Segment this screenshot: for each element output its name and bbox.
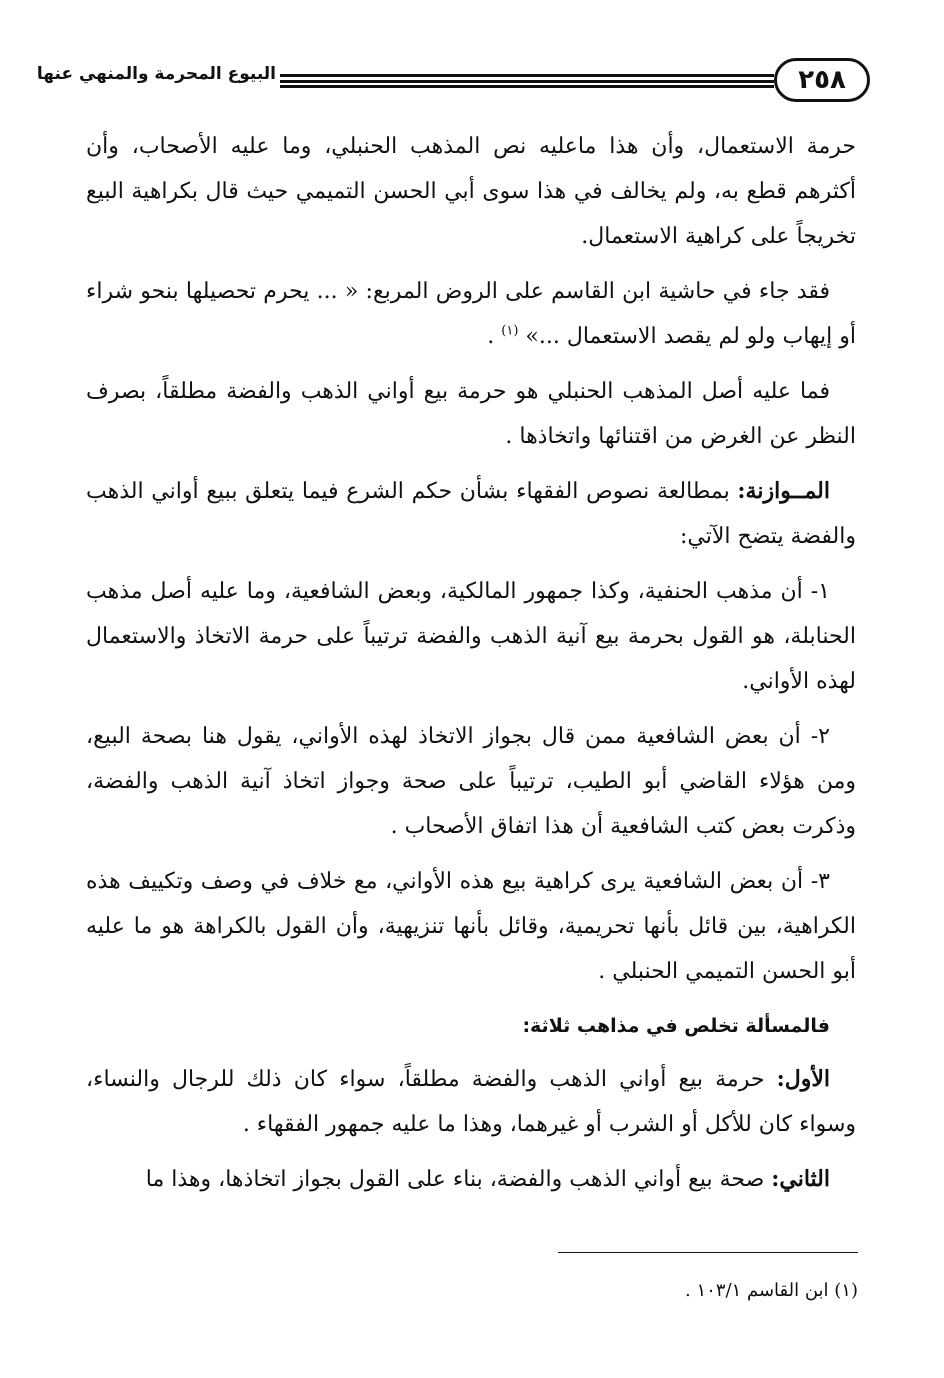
paragraph-text: حرمة الاستعمال، وأن هذا ماعليه نص المذهب الحنبلي، وما عليه الأصحاب، وأن أكثرهم قطع به، ولم يخالف في هذا سوى أبي الحسن التميمي حيث قال بكراهية البيع تخريجاً على كراهية الاستعمال. bbox=[86, 134, 856, 249]
paragraph-text: ٣- أن بعض الشافعية يرى كراهية بيع هذه الأواني، مع خلاف في وصف وتكييف هذه الكراهية، بين قائل بأنها تحريمية، وقائل بأنها تنزيهية، وأن القول بالكراهة هو ما عليه أبو الحسن التميمي الحنبلي . bbox=[86, 869, 856, 984]
header-rule bbox=[280, 74, 774, 88]
page-header bbox=[36, 58, 870, 106]
paragraph-9 bbox=[86, 1157, 856, 1202]
paragraph-lead: الثاني: bbox=[771, 1166, 830, 1192]
paragraph-8 bbox=[86, 1057, 856, 1147]
footnote-ref: (١) bbox=[501, 323, 519, 339]
footnote-rule bbox=[558, 1252, 858, 1253]
paragraph-text: صحة بيع أواني الذهب والفضة، بناء على القول بجواز اتخاذها، وهذا ما bbox=[145, 1167, 772, 1192]
paragraph-5 bbox=[86, 569, 856, 704]
paragraph-3 bbox=[86, 369, 856, 459]
page-number: ٢٥٨ bbox=[774, 58, 870, 102]
paragraph-7 bbox=[86, 859, 856, 994]
paragraph-tail: . bbox=[487, 324, 502, 349]
paragraph-text: حرمة بيع أواني الذهب والفضة مطلقاً، سواء كان ذلك للرجال والنساء، وسواء كان للأكل أو الشرب أو غيرهما، وهذا ما عليه جمهور الفقهاء . bbox=[86, 1067, 856, 1137]
paragraph-1 bbox=[86, 124, 856, 259]
body-text bbox=[86, 124, 856, 1212]
paragraph-text: فما عليه أصل المذهب الحنبلي هو حرمة بيع أواني الذهب والفضة مطلقاً، بصرف النظر عن الغرض من اقتنائها واتخاذها . bbox=[86, 379, 856, 449]
paragraph-4 bbox=[86, 469, 856, 559]
paragraph-text: فقد جاء في حاشية ابن القاسم على الروض المربع: « ... يحرم تحصيلها بنحو شراء أو إيهاب ولو لم يقصد الاستعمال ...» bbox=[86, 279, 856, 349]
paragraph-text: بمطالعة نصوص الفقهاء بشأن حكم الشرع فيما يتعلق ببيع أواني الذهب والفضة يتضح الآتي: bbox=[86, 479, 856, 549]
paragraph-lead: الأول: bbox=[776, 1066, 830, 1092]
section-heading: فالمسألة تخلص في مذاهب ثلاثة: bbox=[522, 1015, 830, 1037]
paragraph-lead: المــوازنة: bbox=[737, 478, 830, 504]
paragraph-text: ٢- أن بعض الشافعية ممن قال بجواز الاتخاذ لهذه الأواني، يقول هنا بصحة البيع، ومن هؤلاء القاضي أبو الطيب، ترتيباً على صحة وجواز اتخاذ آنية الذهب والفضة، وذكرت بعض كتب الشافعية أن هذا اتفاق الأصحاب . bbox=[86, 724, 856, 839]
paragraph-2 bbox=[86, 269, 856, 359]
paragraph-6 bbox=[86, 714, 856, 849]
footnote: (١) ابن القاسم ١٠٣/١ . bbox=[685, 1280, 858, 1301]
paragraph-text: ١- أن مذهب الحنفية، وكذا جمهور المالكية، وبعض الشافعية، وما عليه أصل مذهب الحنابلة، هو القول بحرمة بيع آنية الذهب والفضة ترتيباً على حرمة الاتخاذ والاستعمال لهذه الأواني. bbox=[86, 579, 856, 694]
running-title: البيوع المحرمة والمنهي عنها bbox=[36, 64, 276, 84]
